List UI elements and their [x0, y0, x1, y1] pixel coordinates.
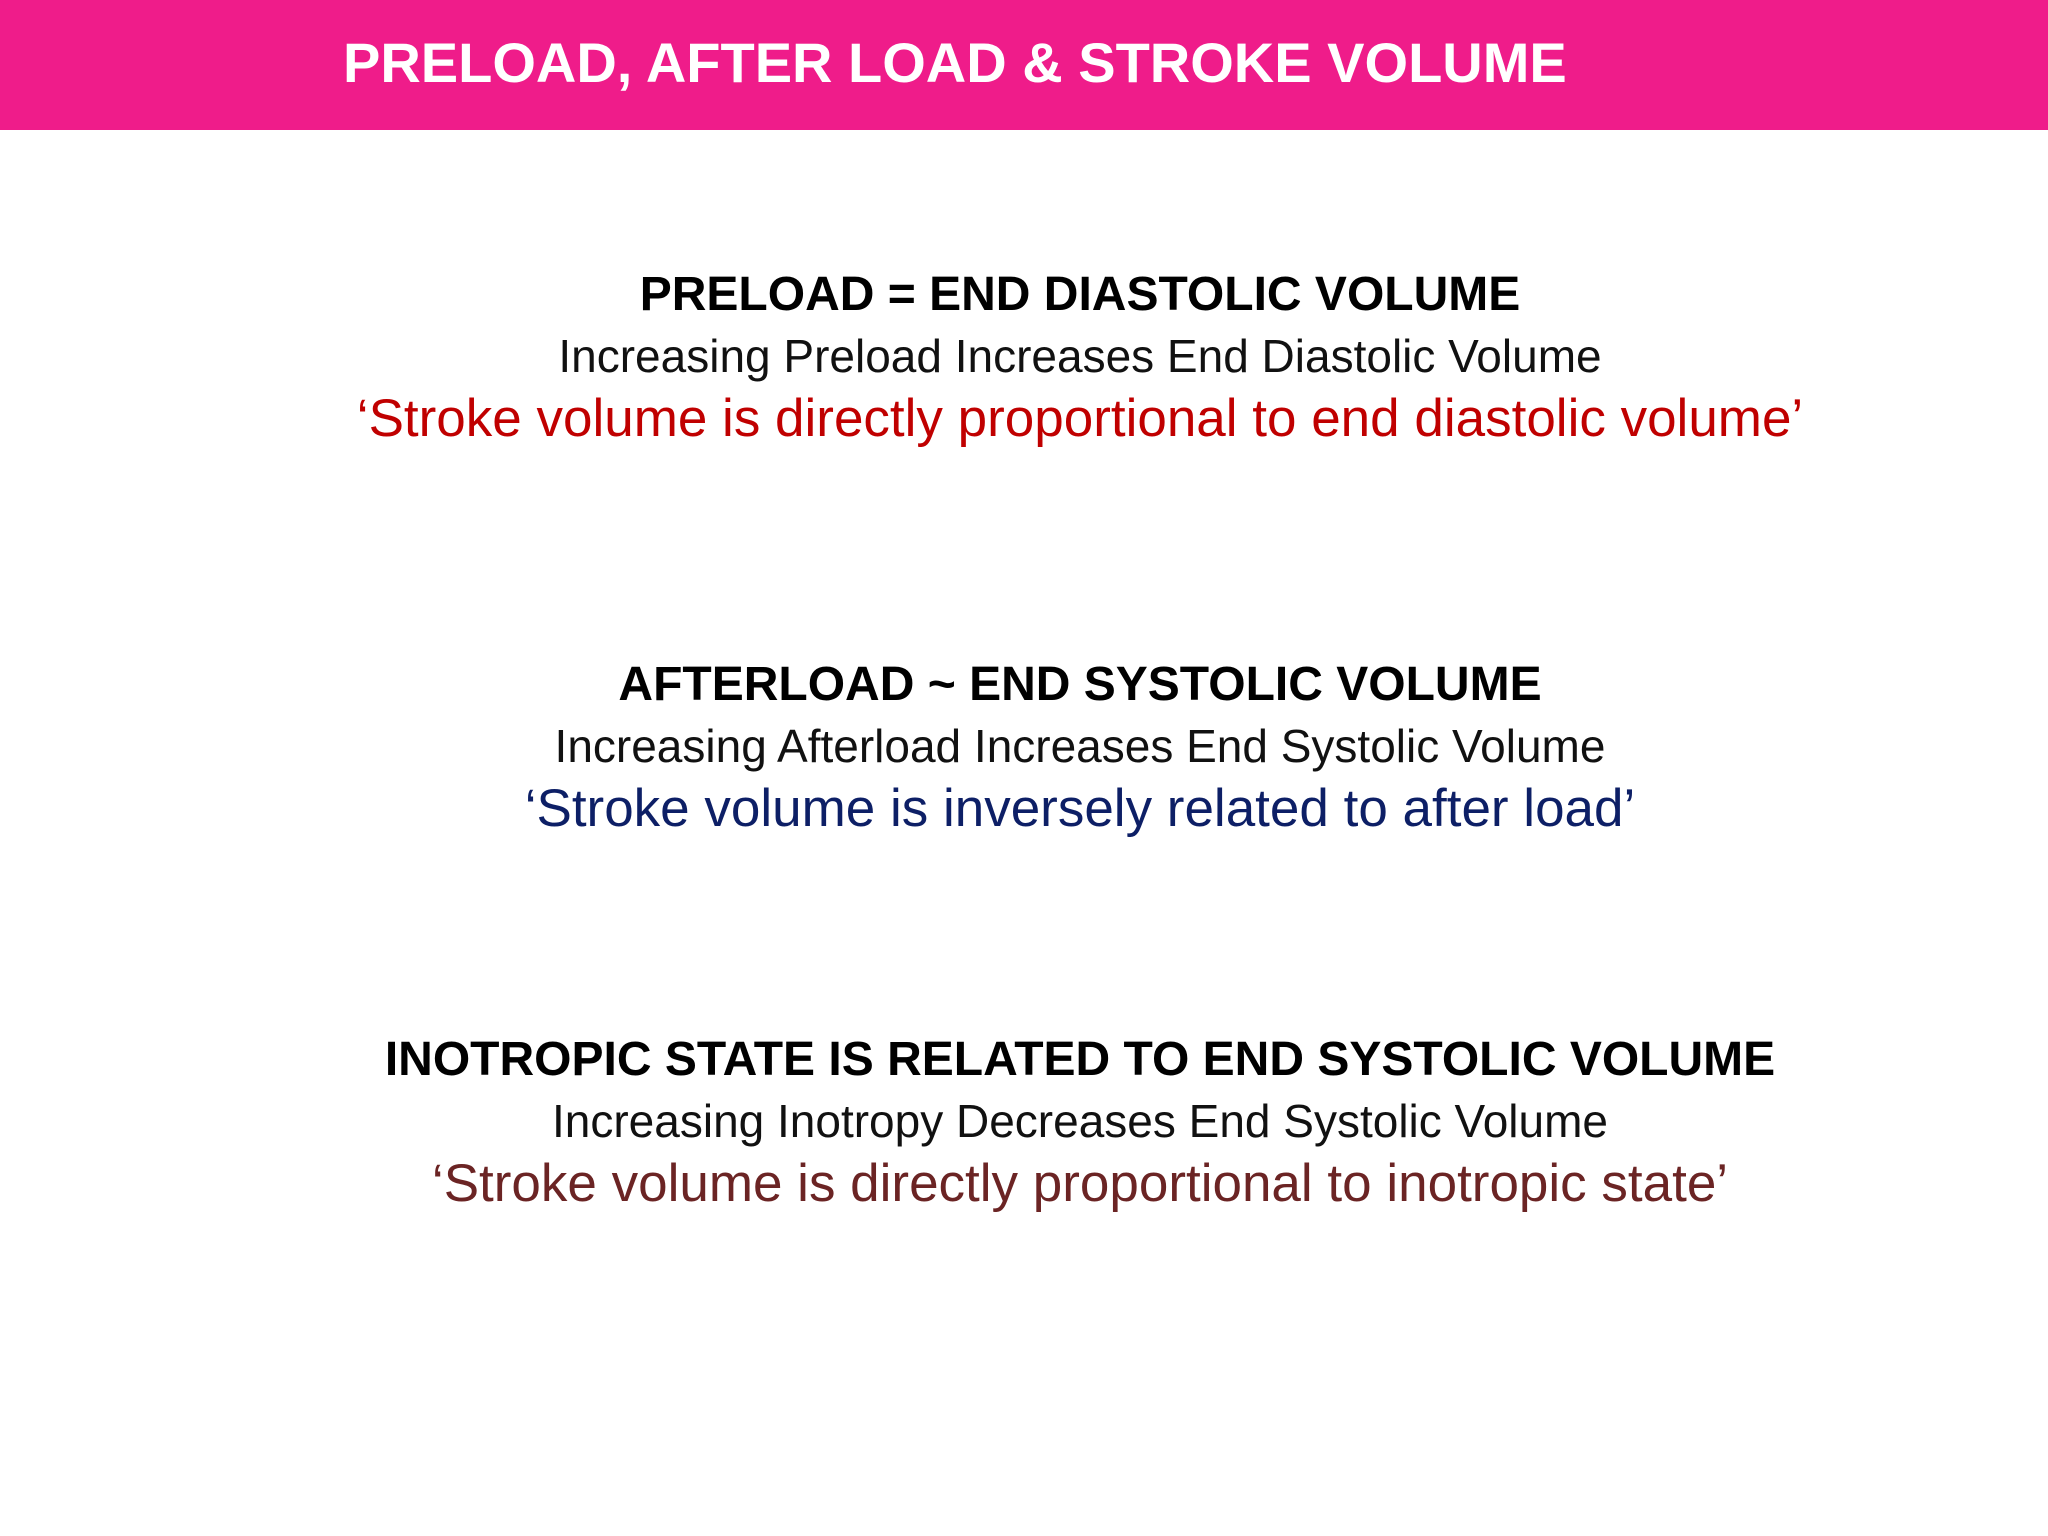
inotropy-subtext: Increasing Inotropy Decreases End Systolic Volume	[552, 1095, 1608, 1147]
preload-subtext: Increasing Preload Increases End Diastolic Volume	[558, 330, 1602, 382]
inotropy-heading: INOTROPIC STATE IS RELATED TO END SYSTOLIC VOLUME	[384, 1033, 1776, 1086]
preload-quote: ‘Stroke volume is directly proportional to end diastolic volume’	[356, 389, 1804, 448]
afterload-subtext: Increasing Afterload Increases End Systolic Volume	[554, 720, 1606, 772]
title-bar	[0, 0, 2048, 130]
preload-heading: PRELOAD = END DIASTOLIC VOLUME	[639, 268, 1521, 321]
slide-title: PRELOAD, AFTER LOAD & STROKE VOLUME	[343, 31, 1567, 94]
afterload-heading: AFTERLOAD ~ END SYSTOLIC VOLUME	[618, 658, 1542, 711]
inotropy-quote: ‘Stroke volume is directly proportional to inotropic state’	[431, 1154, 1729, 1213]
afterload-quote: ‘Stroke volume is inversely related to after load’	[524, 779, 1636, 838]
